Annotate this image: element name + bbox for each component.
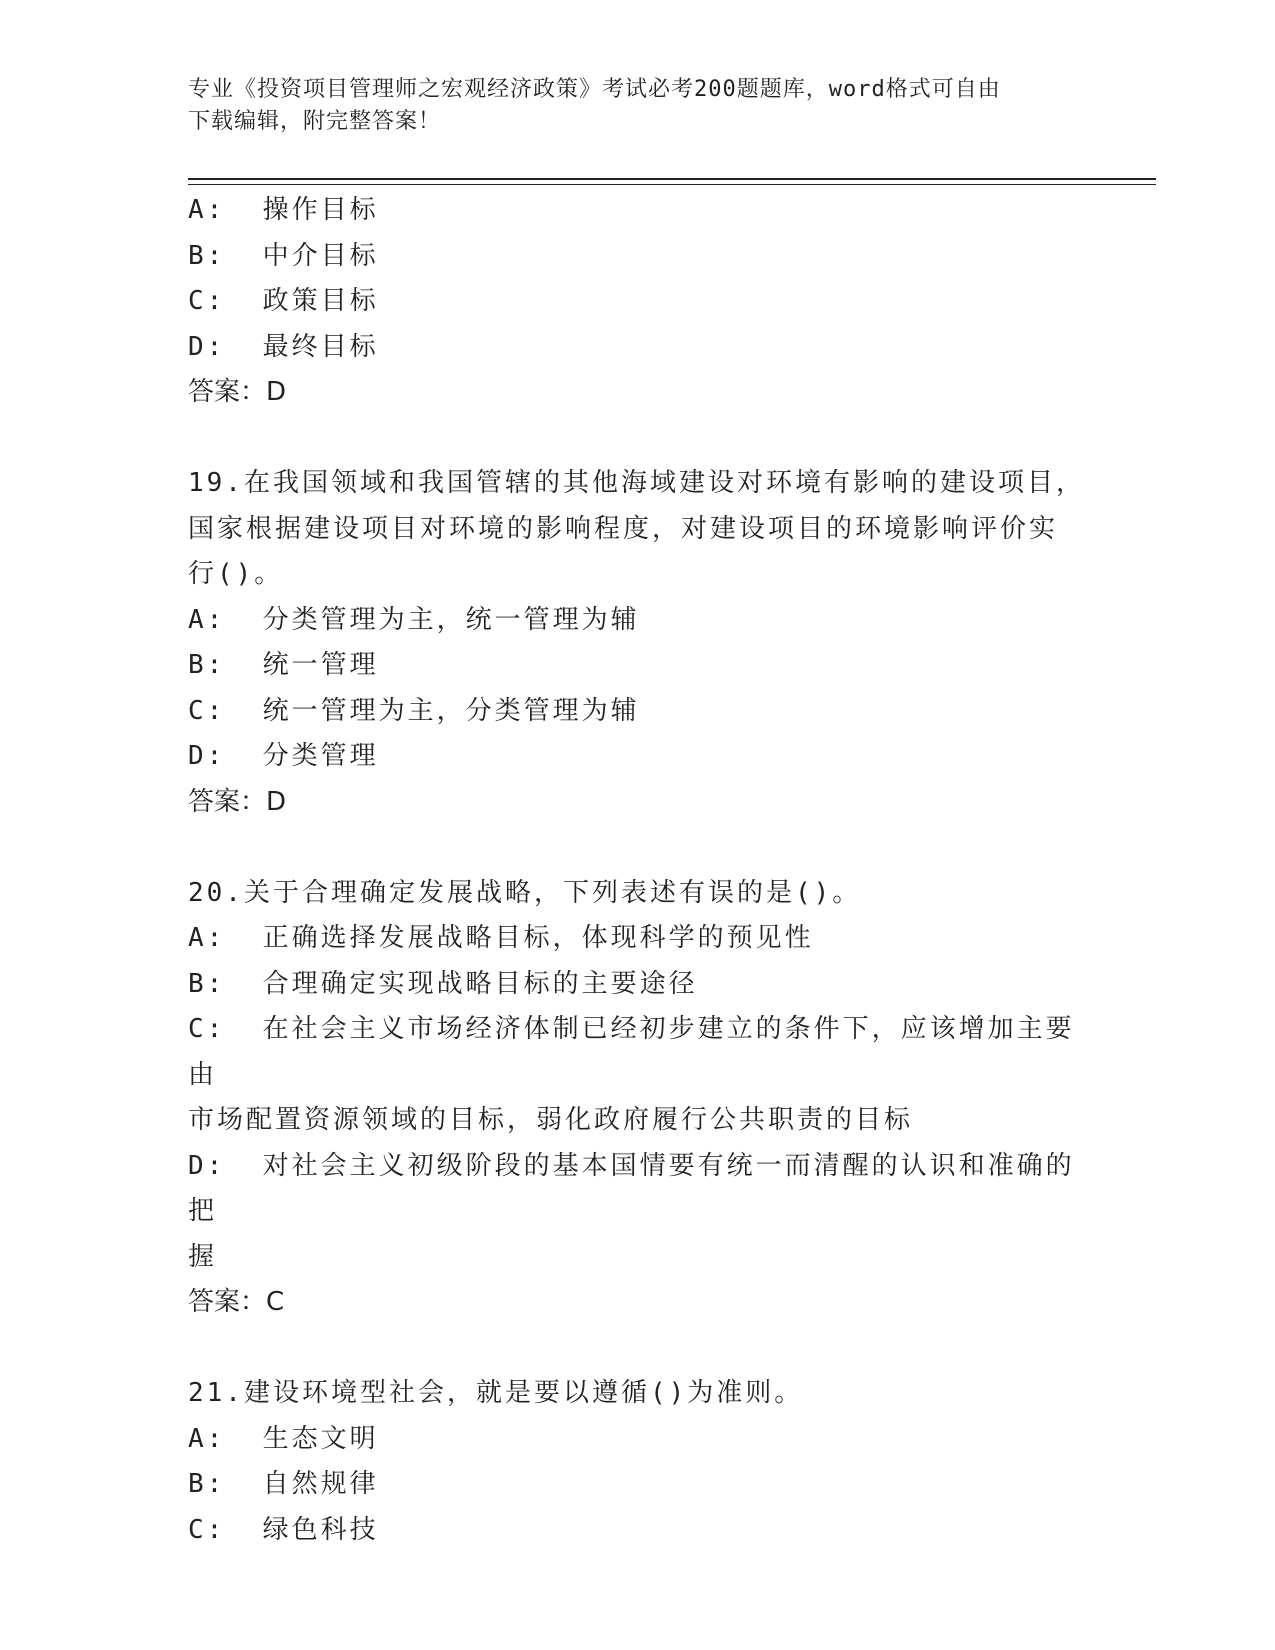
option-d: D: 对社会主义初级阶段的基本国情要有统一而清醒的认识和准确的把 [188, 1150, 1075, 1226]
header-line-2: 下载编辑，附完整答案！ [188, 109, 442, 134]
option-c-continued: 市场配置资源领域的目标，弱化政府履行公共职责的目标 [188, 1105, 914, 1135]
question-19 [188, 461, 1088, 825]
answer: 答案：C [188, 1287, 285, 1317]
question-stem: 20.关于合理确定发展战略，下列表述有误的是()。 [188, 877, 862, 908]
question-stem: 21.建设环境型社会，就是要以遵循()为准则。 [188, 1378, 804, 1408]
question-stem: 19.在我国领域和我国管辖的其他海域建设对环境有影响的建设项目， [188, 468, 1085, 498]
question-stem: 国家根据建设项目对环境的影响程度，对建设项目的环境影响评价实 [188, 513, 1059, 544]
answer: 答案：D [188, 786, 287, 817]
question-list [188, 188, 1088, 1553]
option-c: C: 绿色科技 [188, 1514, 379, 1545]
question-spacer [188, 825, 1088, 871]
option-b: B: 合理确定实现战略目标的主要途径 [188, 968, 698, 999]
option-c: C: 统一管理为主，分类管理为辅 [188, 695, 640, 726]
question-18 [188, 188, 1088, 416]
header-divider-thick [188, 178, 1156, 180]
header-line-1: 专业《投资项目管理师之宏观经济政策》考试必考200题题库，word格式可自由 [188, 77, 1001, 102]
option-b: B: 自然规律 [188, 1469, 379, 1499]
header-divider-thin [188, 184, 1156, 185]
option-d-continued: 握 [188, 1241, 218, 1272]
option-a: A: 生态文明 [188, 1423, 379, 1454]
question-spacer [188, 416, 1088, 462]
question-stem: 行()。 [188, 559, 284, 589]
question-21 [188, 1371, 1088, 1553]
option-a: A: 分类管理为主，统一管理为辅 [188, 604, 640, 635]
answer: 答案：D [188, 377, 287, 407]
option-a: A: 操作目标 [188, 195, 379, 225]
option-a: A: 正确选择发展战略目标，体现科学的预见性 [188, 923, 814, 953]
question-20 [188, 871, 1088, 1326]
question-spacer [188, 1326, 1088, 1372]
option-c: C: 在社会主义市场经济体制已经初步建立的条件下，应该增加主要由 [188, 1014, 1075, 1090]
option-d: D: 分类管理 [188, 741, 379, 771]
option-d: D: 最终目标 [188, 331, 379, 362]
option-b: B: 统一管理 [188, 650, 379, 680]
document-header [188, 74, 1068, 138]
option-c: C: 政策目标 [188, 286, 379, 316]
option-b: B: 中介目标 [188, 240, 379, 271]
